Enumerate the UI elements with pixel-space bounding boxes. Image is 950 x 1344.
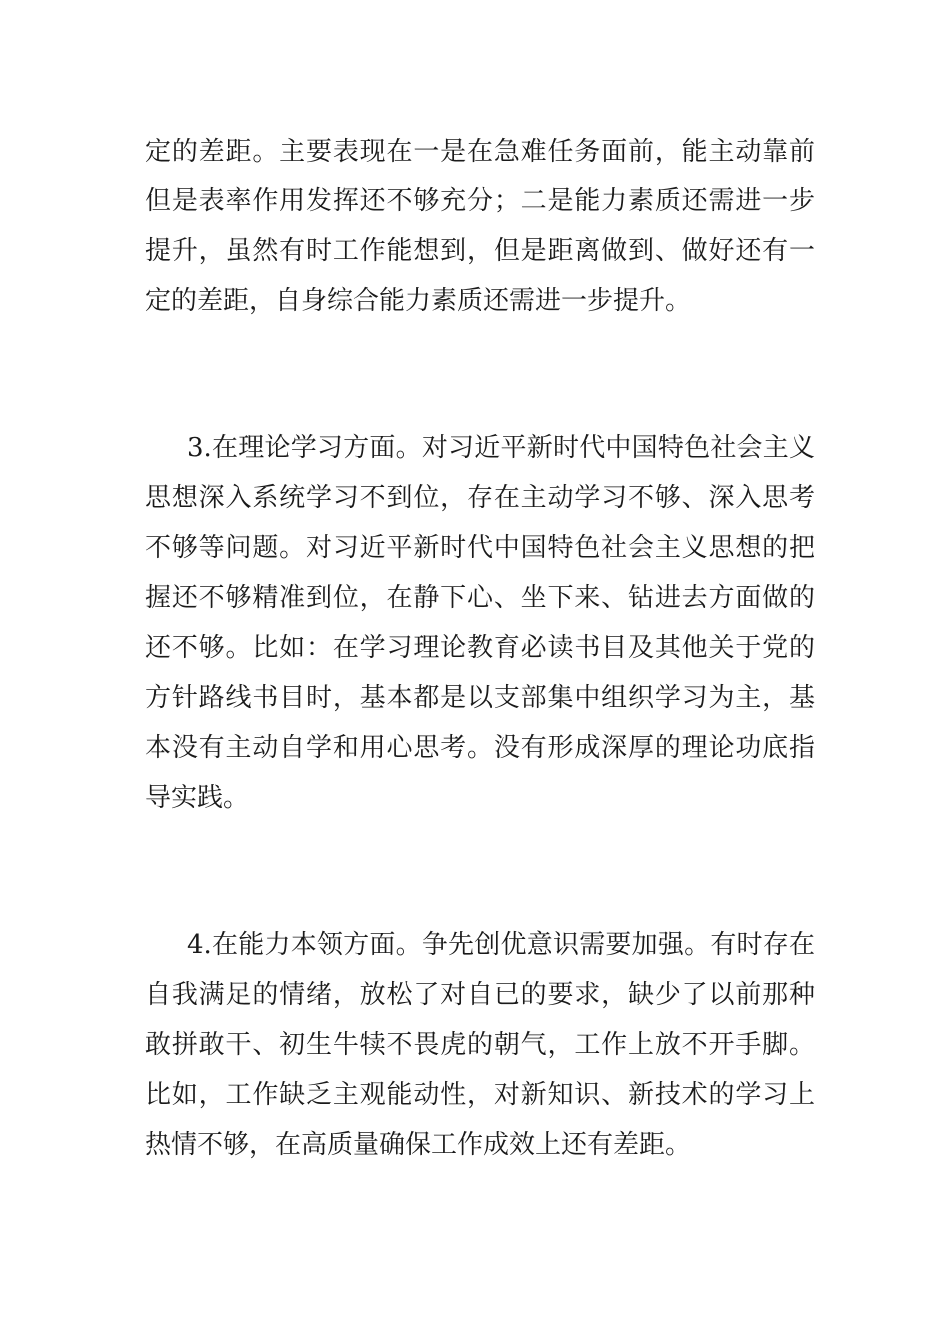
text-line: 热情不够，在高质量确保工作成效上还有差距。 <box>145 1130 692 1160</box>
text-line: 握还不够精准到位，在静下心、坐下来、钻进去方面做的 <box>145 583 815 613</box>
text-line: 还不够。比如：在学习理论教育必读书目及其他关于党的 <box>145 633 815 663</box>
text-line: 定的差距，自身综合能力素质还需进一步提升。 <box>145 286 692 316</box>
text-line: 本没有主动自学和用心思考。没有形成深厚的理论功底指 <box>145 733 815 763</box>
text-line: 方针路线书目时，基本都是以支部集中组织学习为主，基 <box>145 683 815 713</box>
text-line: 比如，工作缺乏主观能动性，对新知识、新技术的学习上 <box>145 1080 815 1110</box>
text-line: 4.在能力本领方面。争先创优意识需要加强。有时存在 <box>187 930 815 960</box>
text-line: 导实践。 <box>145 783 250 813</box>
text-line: 提升，虽然有时工作能想到，但是距离做到、做好还有一 <box>145 236 815 266</box>
text-line: 思想深入系统学习不到位，存在主动学习不够、深入思考 <box>145 483 815 513</box>
text-line: 不够等问题。对习近平新时代中国特色社会主义思想的把 <box>145 533 815 563</box>
text-line: 但是表率作用发挥还不够充分；二是能力素质还需进一步 <box>145 186 815 216</box>
text-line: 3.在理论学习方面。对习近平新时代中国特色社会主义 <box>187 433 815 463</box>
text-line: 敢拼敢干、初生牛犊不畏虎的朝气，工作上放不开手脚。 <box>145 1030 815 1060</box>
text-line: 自我满足的情绪，放松了对自已的要求，缺少了以前那种 <box>145 980 815 1010</box>
text-line: 定的差距。主要表现在一是在急难任务面前，能主动靠前 <box>145 137 815 167</box>
